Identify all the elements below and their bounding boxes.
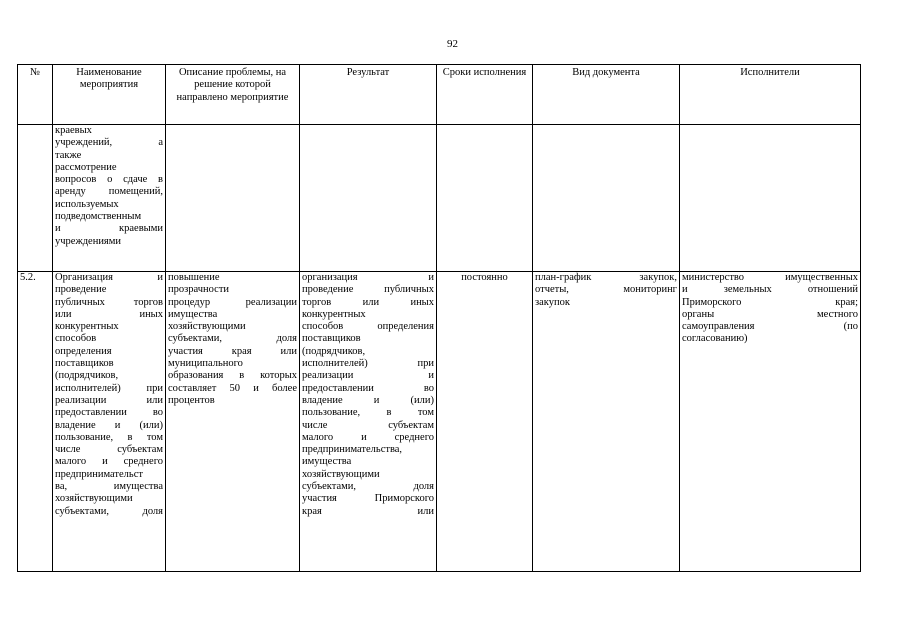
header-doc-type: Вид документа [533, 65, 680, 125]
cell-text-line: малого и среднего [302, 431, 434, 443]
cell-text-line: процентов [168, 394, 215, 406]
cell-text-line: Приморского края; [682, 296, 858, 308]
cell-text-line: определения [55, 345, 112, 357]
cell-text-line: предпринимательст [55, 468, 143, 480]
cell-text-line: органы местного [682, 308, 858, 320]
table-row [18, 272, 861, 572]
page-number: 92 [447, 38, 458, 50]
cell-text-line: имущества [302, 456, 352, 468]
cont-name-cell [53, 125, 166, 272]
cell-text-line: числе субъектам [55, 444, 163, 456]
cell-text-line: организация и [302, 272, 434, 283]
row-executors-cell [680, 272, 861, 572]
cell-text-line: проведение [55, 284, 107, 296]
row-terms: постоянно [437, 272, 533, 572]
cell-text-line: способов [55, 333, 97, 345]
cell-text-line: субъектами, доля [55, 505, 163, 517]
cell-text-line: участия Приморского [302, 493, 434, 505]
cell-text-line: ва, имущества [55, 481, 163, 493]
cell-text-line: закупок [535, 296, 570, 308]
cell-text-line: муниципального [168, 358, 243, 370]
cell-text-line: предоставлении во [302, 382, 434, 394]
header-terms: Сроки исполнения [437, 65, 533, 125]
cell-text-line: учреждений, а [55, 137, 163, 149]
cell-text-line: исполнителей) при [55, 382, 163, 394]
cell-text-line: способов определения [302, 321, 434, 333]
row-doc-type-cell [533, 272, 680, 572]
cell-text-line: малого и среднего [55, 456, 163, 468]
cell-text-line: отчеты, мониторинг [535, 284, 677, 296]
cont-exec-cell [680, 125, 861, 272]
cell-text-line: пользование, в том [55, 431, 163, 443]
cell-text-line: учреждениями [55, 235, 122, 247]
header-name: Наименование мероприятия [53, 65, 166, 125]
cell-text-line: краевых [55, 125, 92, 136]
plan-table [17, 64, 861, 572]
cont-doc-cell [533, 125, 680, 272]
cell-text-line: торгов или иных [302, 296, 434, 308]
cell-text-line: реализации и [302, 370, 434, 382]
cell-text-line: министерство имущественных [682, 272, 858, 283]
cell-text-line: (подрядчиков, [55, 370, 119, 382]
cell-text-line: рассмотрение [55, 161, 117, 173]
row-result-cell [300, 272, 437, 572]
cell-text-line: согласованию) [682, 333, 748, 345]
cell-text-line: исполнителей) при [302, 358, 434, 370]
cell-text-line: пользование, в том [302, 407, 434, 419]
cell-text-line: поставщиков [302, 333, 361, 345]
row-num: 5.2. [18, 272, 53, 572]
cont-num-cell [18, 125, 53, 272]
cell-text-line: план-график закупок, [535, 272, 677, 283]
cell-text-line: реализации или [55, 394, 163, 406]
cell-text-line: процедур реализации [168, 296, 297, 308]
cell-text-line: подведомственным [55, 211, 142, 223]
cell-text-line: участия края или [168, 345, 297, 357]
cell-text-line: числе субъектам [302, 419, 434, 431]
cell-text-line: образования в которых [168, 370, 297, 382]
cont-result-cell [300, 125, 437, 272]
cell-text-line: аренду помещений, [55, 186, 163, 198]
cell-text-line: публичных торгов [55, 296, 163, 308]
cell-text-line: владение и (или) [302, 394, 434, 406]
cell-text-line: самоуправления (по [682, 321, 858, 333]
cell-text-line: (подрядчиков, [302, 345, 366, 357]
cell-text-line: вопросов о сдаче в [55, 174, 163, 186]
header-result: Результат [300, 65, 437, 125]
header-executors: Исполнители [680, 65, 861, 125]
cell-text-line: субъектами, доля [168, 333, 297, 345]
cell-text-line: используемых [55, 198, 119, 210]
header-num: № [18, 65, 53, 125]
cell-text-line: или иных [55, 308, 163, 320]
cell-text-line: и краевыми [55, 223, 163, 235]
header-problem: Описание проблемы, на решение которой направлено мероприятие [166, 65, 300, 125]
table-row [18, 125, 861, 272]
cell-text-line: также [55, 149, 82, 161]
cell-text-line: хозяйствующими [55, 493, 133, 505]
header-row [18, 65, 861, 125]
cell-text-line: предпринимательства, [302, 444, 403, 456]
cell-text-line: края или [302, 505, 434, 517]
cell-text-line: хозяйствующими [302, 468, 380, 480]
cell-text-line: прозрачности [168, 284, 230, 296]
cell-text-line: поставщиков [55, 358, 114, 370]
cell-text-line: повышение [168, 272, 220, 283]
cont-problem-cell [166, 125, 300, 272]
cont-terms-cell [437, 125, 533, 272]
cell-text-line: хозяйствующими [168, 321, 246, 333]
cell-text-line: и земельных отношений [682, 284, 858, 296]
cell-text-line: конкурентных [302, 308, 366, 320]
cell-text-line: проведение публичных [302, 284, 434, 296]
cell-text-line: Организация и [55, 272, 163, 283]
cell-text-line: предоставлении во [55, 407, 163, 419]
cell-text-line: конкурентных [55, 321, 119, 333]
row-problem-cell [166, 272, 300, 572]
cell-text-line: имущества [168, 308, 218, 320]
cell-text-line: составляет 50 и более [168, 382, 297, 394]
cell-text-line: владение и (или) [55, 419, 163, 431]
row-name-cell [53, 272, 166, 572]
cell-text-line: субъектами, доля [302, 481, 434, 493]
